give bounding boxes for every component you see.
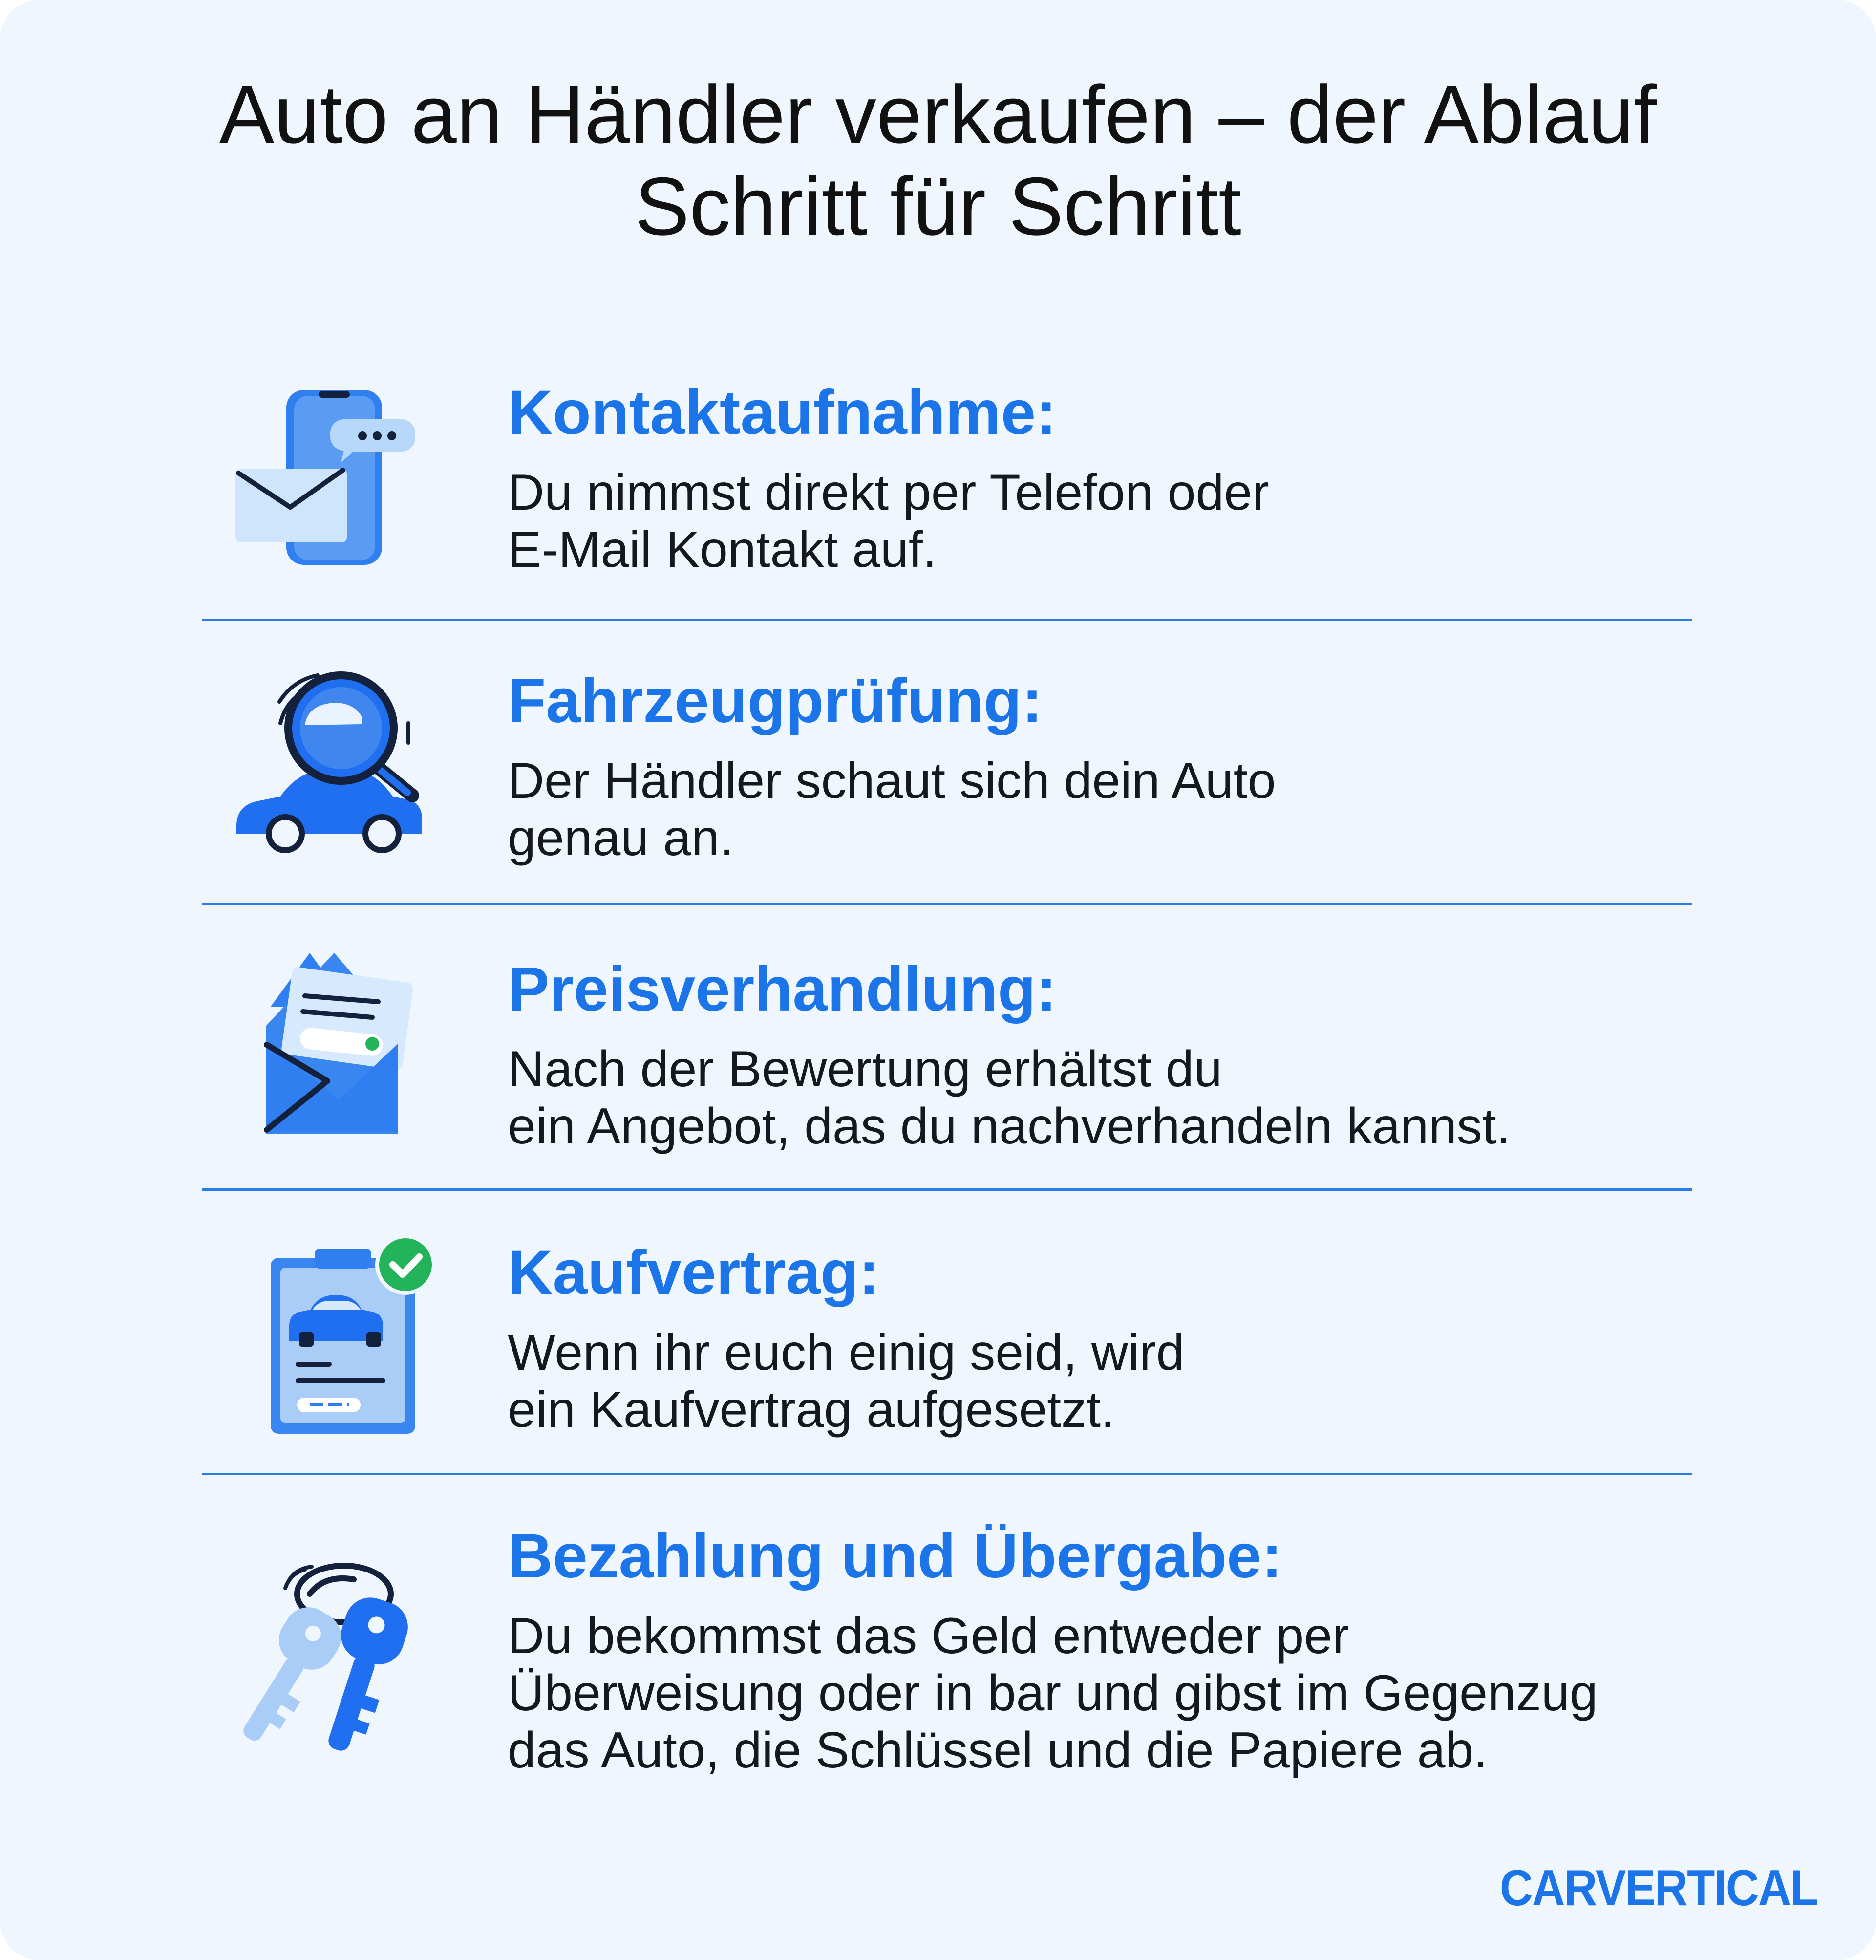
step-description	[508, 753, 1276, 867]
title-line-1: Auto an Händler verkaufen – der Ablauf	[219, 68, 1657, 160]
car-magnifier-icon	[232, 665, 437, 870]
step-line: Du bekommst das Geld entweder per	[508, 1608, 1349, 1664]
divider	[202, 1473, 1692, 1475]
page-title	[0, 68, 1876, 252]
step-heading: Kaufvertrag:	[508, 1238, 880, 1308]
carvertical-logo	[1500, 1854, 1822, 1913]
step-contract	[202, 1236, 1692, 1461]
divider	[202, 903, 1692, 905]
step-line: genau an.	[508, 810, 734, 866]
divider	[202, 619, 1692, 621]
step-heading: Bezahlung und Übergabe:	[508, 1521, 1282, 1591]
step-line: Du nimmst direkt per Telefon oder	[508, 464, 1269, 521]
step-line: ein Angebot, das du nachverhandeln kannst.	[508, 1098, 1511, 1155]
step-inspection	[202, 665, 1692, 889]
step-line: ein Kaufvertrag aufgesetzt.	[508, 1381, 1115, 1438]
phone-message-icon	[232, 376, 437, 582]
step-description	[508, 464, 1269, 579]
step-description	[508, 1041, 1511, 1155]
step-line: Nach der Bewertung erhältst du	[508, 1041, 1222, 1098]
step-negotiation	[202, 953, 1692, 1178]
step-heading: Kontaktaufnahme:	[508, 378, 1057, 448]
step-heading: Fahrzeugprüfung:	[508, 666, 1043, 736]
step-line: E-Mail Kontakt auf.	[508, 521, 937, 578]
step-description	[508, 1608, 1598, 1779]
car-keys-icon	[232, 1549, 437, 1754]
step-description	[508, 1324, 1184, 1439]
step-contact	[202, 376, 1692, 601]
step-heading: Preisverhandlung:	[508, 954, 1057, 1024]
step-payment-handover	[202, 1520, 1692, 1793]
logo-text: CARVERTICAL	[1500, 1860, 1817, 1913]
step-line: das Auto, die Schlüssel und die Papiere ab.	[508, 1722, 1488, 1779]
title-line-2: Schritt für Schritt	[635, 160, 1241, 252]
envelope-offer-icon	[232, 953, 437, 1158]
step-line: Wenn ihr euch einig seid, wird	[508, 1324, 1185, 1381]
contract-check-icon	[232, 1236, 437, 1442]
divider	[202, 1188, 1692, 1191]
step-line: Der Händler schaut sich dein Auto	[508, 753, 1276, 809]
step-line: Überweisung oder in bar und gibst im Gegenzug	[508, 1665, 1598, 1722]
